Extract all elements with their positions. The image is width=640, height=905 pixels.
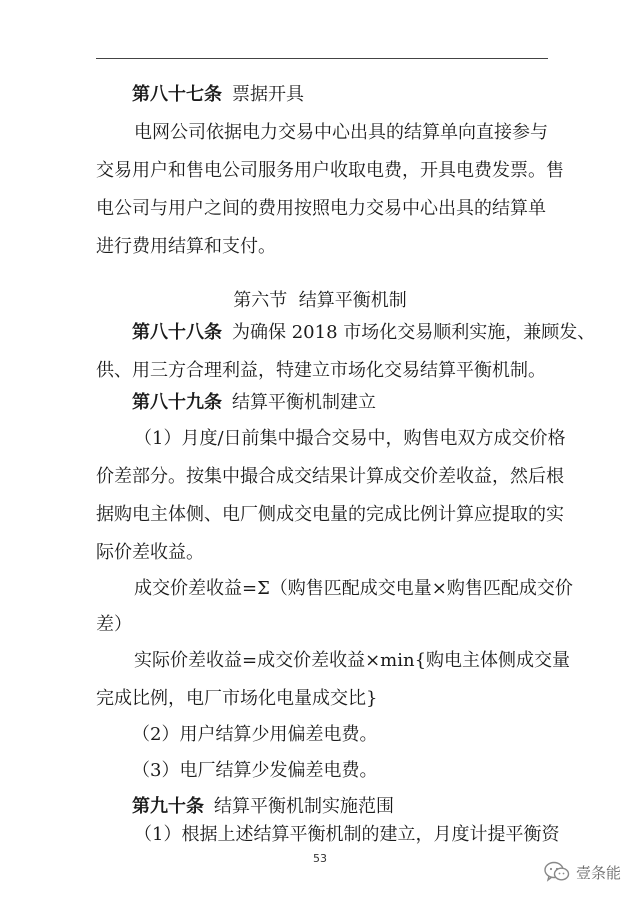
formula-line: 差）: [96, 614, 132, 635]
section-title: 第六节 结算平衡机制: [233, 290, 407, 311]
watermark: [544, 857, 621, 887]
text-line: [0, 190, 640, 228]
article-number: 第九十条: [132, 796, 204, 817]
article-title: 结算平衡机制实施范围: [214, 796, 394, 817]
text-line: [0, 420, 640, 458]
article-number: 第八十九条: [132, 392, 222, 413]
paragraph-line: 据购电主体侧、电厂侧成交电量的完成比例计算应提取的实: [96, 504, 564, 525]
text-line: [0, 716, 640, 754]
text-line: [0, 228, 640, 266]
paragraph-line: 价差部分。按集中撮合成交结果计算成交价差收益，然后根: [96, 466, 564, 487]
article-title: 结算平衡机制建立: [232, 392, 376, 413]
paragraph-line: 进行费用结算和支付。: [96, 236, 276, 257]
text-line: [0, 820, 640, 850]
text-line: [0, 534, 640, 572]
article-title: 票据开具: [232, 84, 304, 105]
paragraph-line: 电公司与用户之间的费用按照电力交易中心出具的结算单: [96, 198, 546, 219]
text-line: [0, 752, 640, 790]
header-rule: [96, 58, 548, 59]
paragraph-line: （1）根据上述结算平衡机制的建立，月度计提平衡资: [134, 824, 560, 845]
text-line: [0, 458, 640, 496]
text-line: [0, 570, 640, 608]
formula-line: 成交价差收益=Σ（购售匹配成交电量×购售匹配成交价: [134, 578, 573, 599]
text-line: [0, 642, 640, 680]
list-item: （3）电厂结算少发偏差电费。: [132, 760, 378, 781]
text-line: [0, 384, 640, 422]
article-text: 为确保 2018 市场化交易顺利实施，兼顾发、: [232, 322, 596, 343]
page-number: 53: [313, 852, 327, 865]
formula-line: 实际价差收益=成交价差收益×min{购电主体侧成交量: [134, 650, 571, 671]
paragraph-line: （1）月度/日前集中撮合交易中，购售电双方成交价格: [134, 428, 566, 449]
text-line: [0, 314, 640, 352]
text-line: [0, 76, 640, 114]
paragraph-line: 电网公司依据电力交易中心出具的结算单向直接参与: [134, 122, 548, 143]
wechat-icon: [544, 861, 570, 883]
text-line: [0, 680, 640, 718]
paragraph-line: 供、用三方合理利益，特建立市场化交易结算平衡机制。: [96, 360, 546, 381]
article-number: 第八十七条: [132, 84, 222, 105]
text-line: [0, 114, 640, 152]
article-number: 第八十八条: [132, 322, 222, 343]
paragraph-line: 交易用户和售电公司服务用户收取电费，开具电费发票。售: [96, 160, 564, 181]
text-line: [0, 496, 640, 534]
list-item: （2）用户结算少用偏差电费。: [132, 724, 378, 745]
text-line: [0, 606, 640, 644]
watermark-text: 壹条能: [576, 863, 622, 882]
text-line: [0, 152, 640, 190]
paragraph-line: 际价差收益。: [96, 542, 204, 563]
formula-line: 完成比例，电厂市场化电量成交比}: [96, 688, 378, 709]
